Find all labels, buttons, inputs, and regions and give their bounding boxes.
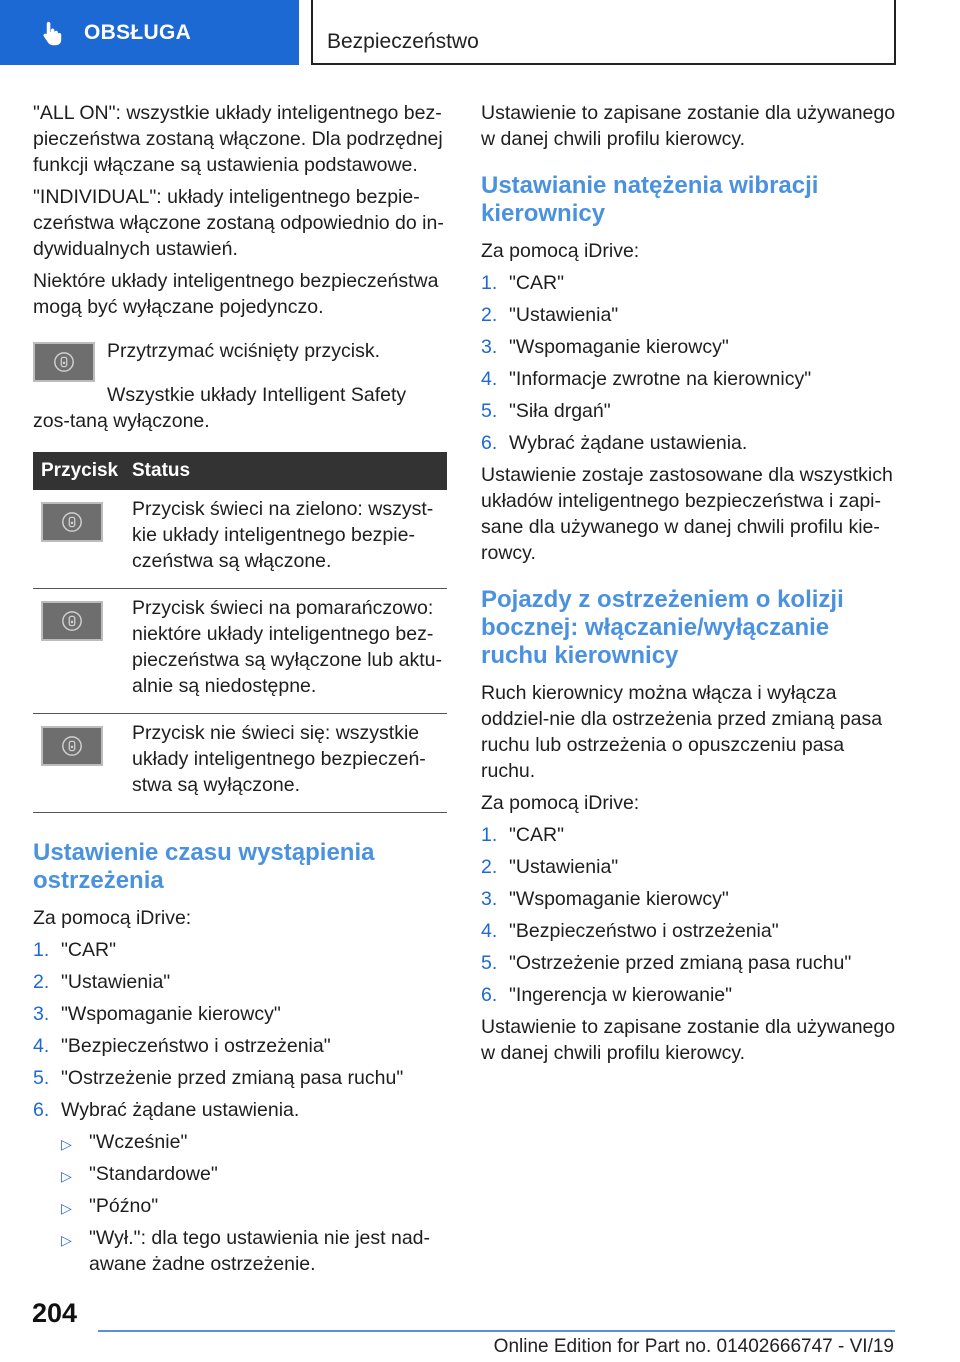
steps-list	[33, 937, 447, 1129]
list-item: ▷ "Wcześnie"	[61, 1129, 447, 1161]
section-heading: Ustawianie natężenia wibracji kierownicy	[481, 172, 819, 227]
button-status-table	[33, 452, 447, 813]
footer-edition: Online Edition for Part no. 01402666747 - VI/19	[493, 1336, 894, 1357]
list-item: 1. "CAR"	[33, 939, 117, 961]
triangle-bullet-icon: ▷	[61, 1232, 72, 1248]
list-item: 1. "CAR"	[481, 272, 565, 294]
right-column	[481, 100, 896, 1072]
footer-divider	[98, 1330, 895, 1332]
steps-list	[481, 822, 896, 1014]
list-item: 5. "Siła drgań"	[481, 400, 611, 422]
page-number: 204	[32, 1298, 78, 1328]
left-column	[33, 100, 447, 1277]
paragraph: Ustawienie zostaje zastosowane dla wszystkich układów inteligentnego bezpieczeństwa i zapi-sane dla używanego w danej chwili profilu kie-rowcy.	[481, 464, 893, 564]
list-item: 5. "Ostrzeżenie przed zmianą pasa ruchu"	[33, 1067, 404, 1089]
list-item: 2. "Ustawienia"	[481, 856, 619, 878]
section-tab-label: OBSŁUGA	[84, 20, 192, 44]
list-item: 6. "Ingerencja w kierowanie"	[481, 984, 733, 1006]
paragraph: Ustawienie to zapisane zostanie dla używanego w danej chwili profilu kierowcy.	[481, 102, 896, 150]
section-heading: Pojazdy z ostrzeżeniem o kolizji bocznej: włączanie/wyłączanie ruchu kierownicy	[481, 586, 844, 669]
list-item: 6. Wybrać żądane ustawienia.	[481, 432, 748, 454]
list-item: ▷ "Późno"	[61, 1193, 447, 1225]
table-header: Przycisk	[33, 452, 128, 490]
list-item: 4. "Informacje zwrotne na kierownicy"	[481, 368, 812, 390]
chapter-header	[311, 0, 896, 65]
triangle-bullet-icon: ▷	[61, 1168, 72, 1184]
triangle-bullet-icon: ▷	[61, 1136, 72, 1152]
paragraph: "ALL ON": wszystkie układy inteligentnego bez-pieczeństwa zostaną włączone. Dla podrzędnej funkcji włączane są ustawienia podstawowe.	[33, 102, 443, 176]
list-item: 3. "Wspomaganie kierowcy"	[33, 1003, 281, 1025]
status-text: Przycisk nie świeci się: wszystkie układy inteligentnego bezpieczeń-stwa są wyłączone.	[128, 714, 447, 813]
list-item: 6. Wybrać żądane ustawienia.	[33, 1099, 300, 1121]
triangle-bullet-icon: ▷	[61, 1200, 72, 1216]
paragraph: Niektóre układy inteligentnego bezpieczeństwa mogą być wyłączane pojedynczo.	[33, 270, 439, 318]
table-header: Status	[128, 452, 447, 490]
table-row	[33, 589, 447, 714]
list-item: 4. "Bezpieczeństwo i ostrzeżenia"	[33, 1035, 331, 1057]
intro-text: Za pomocą iDrive:	[481, 240, 640, 262]
table-row	[33, 714, 447, 813]
paragraph: "INDIVIDUAL": układy inteligentnego bezpie-czeństwa włączone zostaną odpowiednio do in-dywidualnych ustawień.	[33, 186, 444, 260]
list-item: 1. "CAR"	[481, 824, 565, 846]
safety-button-off-icon	[41, 726, 103, 766]
list-item: ▷ "Standardowe"	[61, 1161, 447, 1193]
table-row	[33, 490, 447, 589]
status-text: Przycisk świeci na pomarańczowo: niektóre układy inteligentnego bez-pieczeństwa są wyłączone lub aktu-alnie są niedostępne.	[128, 589, 447, 714]
section-heading: Ustawienie czasu wystąpienia ostrzeżenia	[33, 839, 375, 894]
safety-button-green-icon	[41, 502, 103, 542]
list-item: 3. "Wspomaganie kierowcy"	[481, 888, 729, 910]
list-item: 2. "Ustawienia"	[33, 971, 171, 993]
safety-button-orange-icon	[41, 601, 103, 641]
list-item: 3. "Wspomaganie kierowcy"	[481, 336, 729, 358]
status-text: Przycisk świeci na zielono: wszyst-kie układy inteligentnego bezpie-czeństwa są włączone.	[128, 490, 447, 589]
section-tab[interactable]	[0, 0, 299, 65]
steps-list	[481, 270, 896, 462]
list-item: ▷ "Wył.": dla tego ustawienia nie jest nad-awane żadne ostrzeżenie.	[61, 1227, 431, 1275]
list-item: 4. "Bezpieczeństwo i ostrzeżenia"	[481, 920, 779, 942]
intro-text: Za pomocą iDrive:	[481, 792, 640, 814]
button-instruction	[33, 338, 447, 382]
instruction-text: Wszystkie układy Intelligent Safety zos-taną wyłączone.	[33, 384, 407, 432]
list-item: 2. "Ustawienia"	[481, 304, 619, 326]
paragraph: Ustawienie to zapisane zostanie dla używanego w danej chwili profilu kierowcy.	[481, 1016, 896, 1064]
instruction-text: Przytrzymać wciśnięty przycisk.	[107, 340, 381, 362]
intro-text: Za pomocą iDrive:	[33, 907, 192, 929]
chapter-title: Bezpieczeństwo	[327, 30, 479, 53]
options-list	[61, 1129, 447, 1277]
hand-pointer-icon	[38, 19, 66, 47]
list-item: 5. "Ostrzeżenie przed zmianą pasa ruchu"	[481, 952, 852, 974]
paragraph: Ruch kierownicy można włącza i wyłącza oddziel-nie dla ostrzeżenia przed zmianą pasa ruchu lub ostrzeżenia o opuszczeniu pasa ruchu.	[481, 682, 883, 782]
intelligent-safety-button-icon	[53, 351, 75, 373]
intelligent-safety-button-image	[33, 342, 95, 382]
